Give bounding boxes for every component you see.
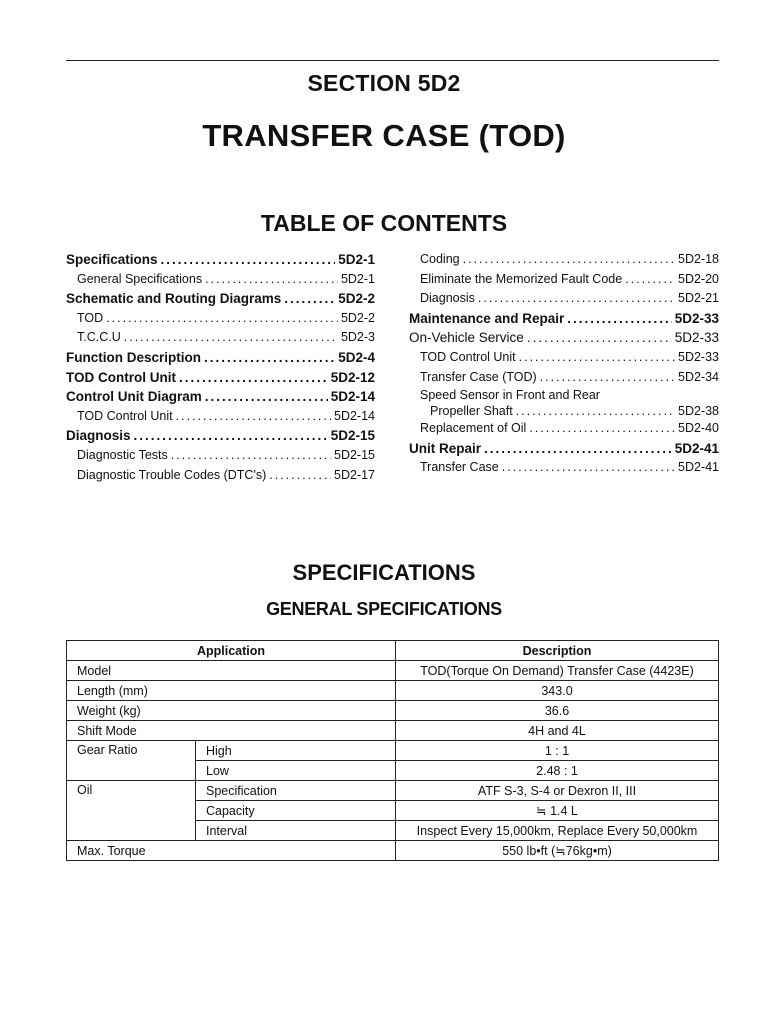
toc-entry-page: 5D2-20 <box>678 271 719 286</box>
toc-entry-page: 5D2-3 <box>340 330 375 345</box>
row-label: Model <box>67 661 396 681</box>
toc-leader-dots <box>567 309 671 329</box>
row-sublabel: Specification <box>196 781 396 801</box>
toc-entry-title: Transfer Case <box>420 460 499 475</box>
toc-entry[interactable] <box>66 387 375 407</box>
toc-left-column <box>66 250 375 485</box>
toc-leader-dots <box>106 309 338 329</box>
row-label: Weight (kg) <box>67 701 396 721</box>
row-label: Max. Torque <box>67 841 396 861</box>
toc-entry[interactable] <box>66 368 375 388</box>
toc-entry-title: TOD Control Unit <box>420 349 516 364</box>
toc-entry-page: 5D2-15 <box>330 428 375 444</box>
toc-entry-title: Function Description <box>66 349 201 365</box>
table-row <box>67 781 719 801</box>
table-header-row <box>67 641 719 661</box>
toc-entry-title: Specifications <box>66 252 158 267</box>
row-sublabel: Interval <box>196 821 396 841</box>
toc-leader-dots <box>540 368 675 388</box>
table-row <box>67 661 719 681</box>
toc-leader-dots <box>529 419 675 439</box>
toc-entry[interactable] <box>409 289 719 309</box>
toc-entry[interactable] <box>409 387 719 419</box>
toc-entry[interactable] <box>66 328 375 348</box>
toc-entry[interactable] <box>66 289 375 309</box>
toc-entry-title: Schematic and Routing Diagrams <box>66 291 282 307</box>
toc-leader-dots <box>205 387 328 407</box>
toc-entry-page: 5D2-2 <box>338 291 375 307</box>
toc-entry[interactable] <box>66 309 375 329</box>
toc-entry-page: 5D2-14 <box>334 408 375 423</box>
toc-leader-dots <box>269 466 331 486</box>
row-value: 550 lb•ft (≒76kg•m) <box>396 841 719 861</box>
toc-leader-dots <box>134 426 328 446</box>
toc-entry-page: 5D2-33 <box>674 310 719 326</box>
toc-entry-title: Coding <box>420 252 460 266</box>
row-value: Inspect Every 15,000km, Replace Every 50,000km <box>396 821 719 841</box>
toc-entry-title: On-Vehicle Service <box>409 330 524 346</box>
toc-entry[interactable] <box>66 446 375 466</box>
table-row <box>67 721 719 741</box>
toc-leader-dots <box>176 407 331 427</box>
row-sublabel: High <box>196 741 396 761</box>
page-title: TRANSFER CASE (TOD) <box>202 118 566 153</box>
toc-right-column <box>409 250 719 478</box>
toc-entry-page: 5D2-2 <box>340 310 375 325</box>
toc-entry-page: 5D2-17 <box>334 467 375 482</box>
toc-leader-dots <box>478 289 675 309</box>
toc-leader-dots <box>171 446 331 466</box>
row-value: TOD(Torque On Demand) Transfer Case (4423E) <box>396 661 719 681</box>
toc-entry-page: 5D2-41 <box>674 440 719 456</box>
toc-entry-page: 5D2-33 <box>674 330 719 346</box>
specifications-table <box>66 640 719 861</box>
row-value: 343.0 <box>396 681 719 701</box>
toc-entry-title: Control Unit Diagram <box>66 389 202 405</box>
toc-entry-title: Transfer Case (TOD) <box>420 369 537 384</box>
toc-entry-title: Eliminate the Memorized Fault Code <box>420 271 623 286</box>
row-label: Length (mm) <box>67 681 396 701</box>
toc-entry-page: 5D2-1 <box>340 271 375 286</box>
toc-entry[interactable] <box>409 419 719 439</box>
toc-entry-page: 5D2-12 <box>330 369 375 385</box>
row-group-label: Gear Ratio <box>67 741 196 781</box>
row-value: 36.6 <box>396 701 719 721</box>
toc-entry-page: 5D2-4 <box>338 349 375 365</box>
toc-entry[interactable] <box>409 368 719 388</box>
row-sublabel: Capacity <box>196 801 396 821</box>
toc-leader-dots <box>625 270 675 290</box>
toc-leader-dots <box>179 368 328 388</box>
row-sublabel: Low <box>196 761 396 781</box>
toc-entry[interactable] <box>66 250 375 270</box>
toc-entry-page: 5D2-1 <box>338 252 375 267</box>
row-value: ≒ 1.4 L <box>396 801 719 821</box>
toc-entry-page: 5D2-15 <box>334 447 375 462</box>
toc-entry-page: 5D2-40 <box>678 421 719 436</box>
toc-entry-title: TOD Control Unit <box>77 408 173 423</box>
specifications-heading: SPECIFICATIONS <box>292 560 476 585</box>
toc-leader-dots <box>484 439 672 459</box>
toc-entry-title: Diagnostic Trouble Codes (DTC's) <box>77 467 267 482</box>
toc-entry[interactable] <box>66 426 375 446</box>
table-row <box>67 741 719 761</box>
table-row <box>67 701 719 721</box>
toc-entry-title: T.C.C.U <box>77 330 121 345</box>
general-specifications-heading: GENERAL SPECIFICATIONS <box>266 599 502 619</box>
toc-entry-page: 5D2-38 <box>678 404 719 419</box>
toc-entry-title: Unit Repair <box>409 440 482 456</box>
toc-heading: TABLE OF CONTENTS <box>260 210 508 236</box>
toc-leader-dots <box>527 328 672 348</box>
toc-entry[interactable] <box>409 439 719 459</box>
row-value: 1 : 1 <box>396 741 719 761</box>
header-application: Application <box>67 641 396 661</box>
header-description: Description <box>396 641 719 661</box>
toc-entry[interactable] <box>409 309 719 329</box>
toc-entry[interactable] <box>66 407 375 427</box>
toc-leader-dots <box>516 403 675 419</box>
toc-entry-page: 5D2-41 <box>678 460 719 475</box>
toc-leader-dots <box>502 458 675 478</box>
toc-entry-title: Speed Sensor in Front and Rear <box>420 388 600 403</box>
toc-entry[interactable] <box>409 250 719 270</box>
toc-entry[interactable] <box>66 270 375 290</box>
toc-entry[interactable] <box>409 348 719 368</box>
toc-entry[interactable] <box>409 270 719 290</box>
toc-leader-dots <box>124 328 338 348</box>
table-row <box>67 681 719 701</box>
row-value: 2.48 : 1 <box>396 761 719 781</box>
toc-leader-dots <box>284 289 335 309</box>
toc-entry-page: 5D2-14 <box>330 389 375 405</box>
toc-entry[interactable] <box>409 458 719 478</box>
toc-leader-dots <box>205 270 338 290</box>
toc-entry-title: TOD <box>77 310 104 325</box>
toc-leader-dots <box>519 348 675 368</box>
row-value: 4H and 4L <box>396 721 719 741</box>
toc-entry-page: 5D2-18 <box>678 252 719 266</box>
toc-entry-title: Replacement of Oil <box>420 421 527 436</box>
toc-entry-title: Diagnosis <box>66 428 131 444</box>
toc-entry-title: Diagnosis <box>420 291 475 306</box>
row-label: Shift Mode <box>67 721 396 741</box>
toc-entry-title: TOD Control Unit <box>66 369 176 385</box>
toc-leader-dots <box>161 250 336 270</box>
toc-entry[interactable] <box>66 466 375 486</box>
toc-entry-page: 5D2-33 <box>678 349 719 364</box>
toc-entry-title: Diagnostic Tests <box>77 447 168 462</box>
toc-entry[interactable] <box>409 328 719 348</box>
table-row <box>67 841 719 861</box>
toc-entry-title: General Specifications <box>77 271 203 286</box>
row-group-label: Oil <box>67 781 196 841</box>
toc-entry-page: 5D2-21 <box>678 291 719 306</box>
toc-entry-title: Maintenance and Repair <box>409 310 565 326</box>
section-number: SECTION 5D2 <box>307 70 461 96</box>
toc-entry-page: 5D2-34 <box>678 369 719 384</box>
toc-entry-title-cont: Propeller Shaft <box>430 404 513 419</box>
row-value: ATF S-3, S-4 or Dexron II, III <box>396 781 719 801</box>
toc-leader-dots <box>463 250 675 270</box>
toc-leader-dots <box>204 348 335 368</box>
top-rule <box>66 60 719 61</box>
toc-entry[interactable] <box>66 348 375 368</box>
